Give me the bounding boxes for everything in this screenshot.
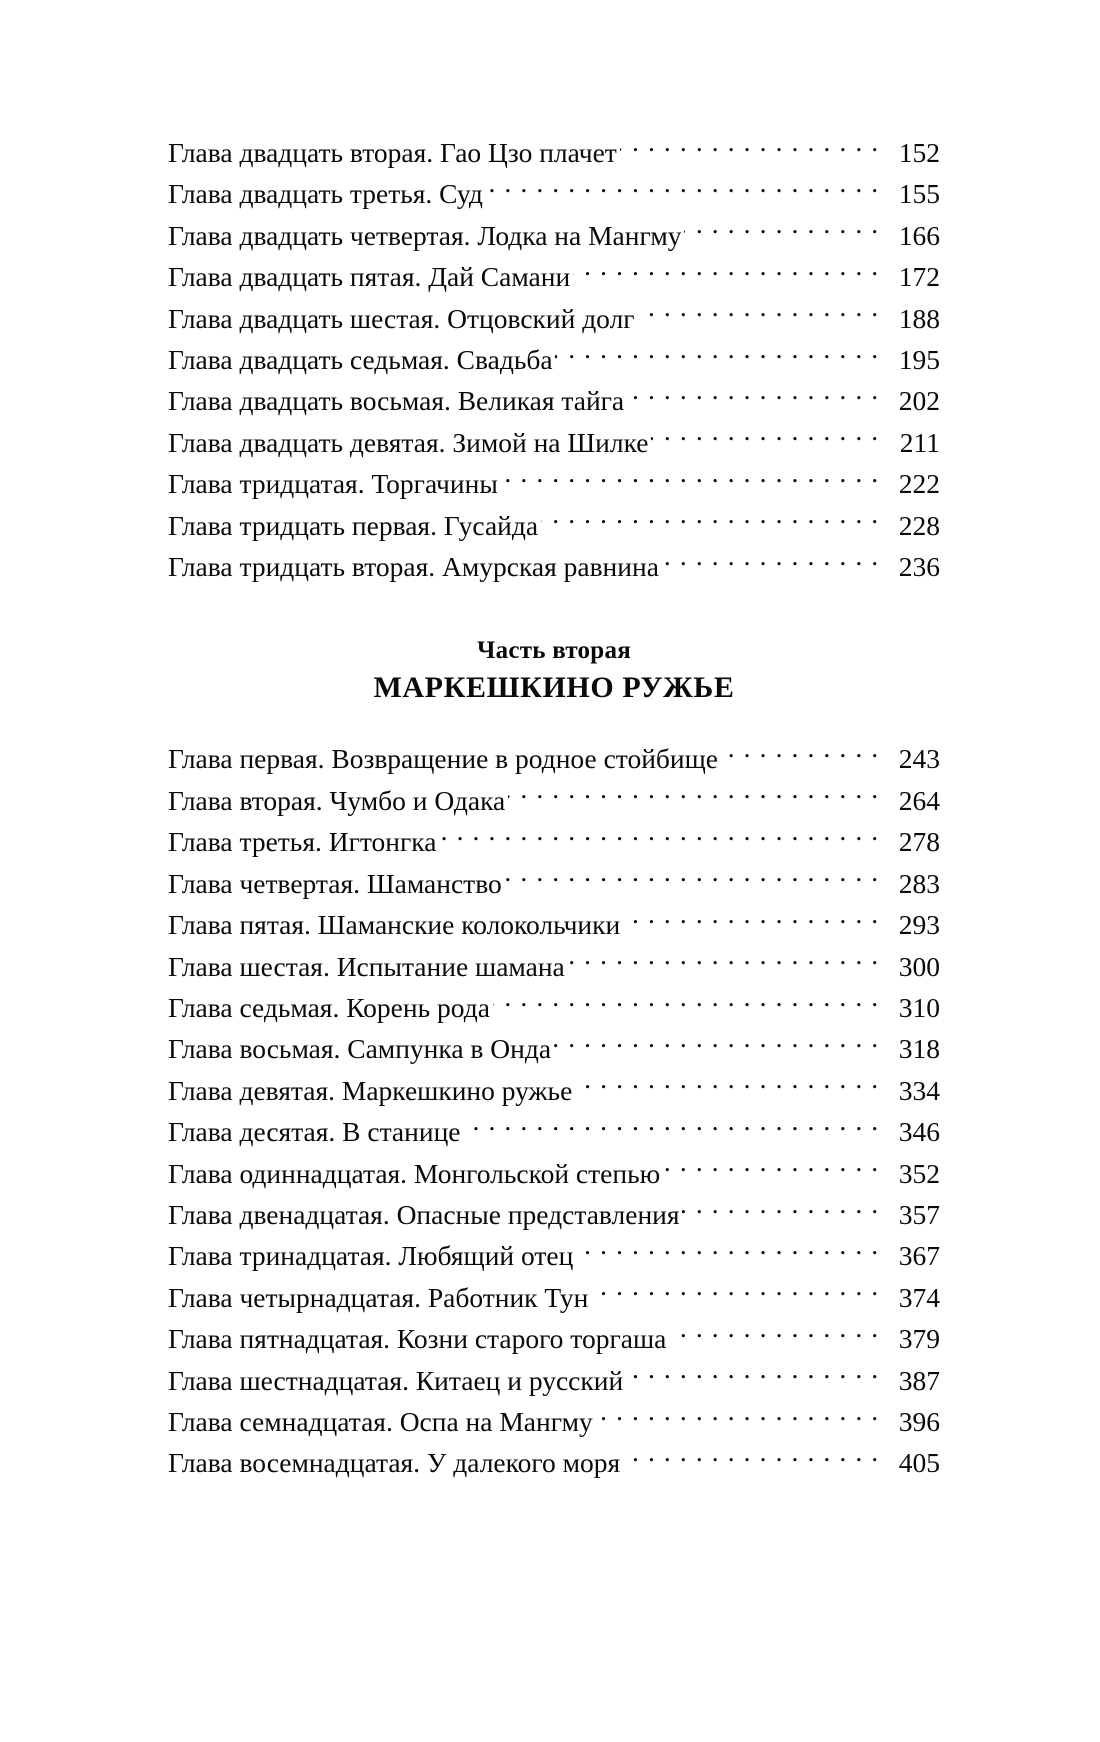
toc-entry[interactable] — [168, 546, 940, 587]
toc-entry-title: Глава девятая. Маркешкино ружье — [168, 1074, 573, 1106]
toc-leader-dots — [721, 741, 879, 769]
toc-entry[interactable] — [168, 1194, 940, 1235]
toc-leader-dots — [682, 1196, 879, 1224]
toc-leader-dots — [684, 217, 879, 245]
toc-entry-title: Глава семнадцатая. Оспа на Мангму — [168, 1405, 593, 1437]
toc-entry-title: Глава шестнадцатая. Китаец и русский — [168, 1364, 624, 1396]
toc-entry-page-number: 228 — [898, 509, 940, 541]
spacer-below-part-heading — [168, 708, 940, 738]
toc-entry[interactable] — [168, 946, 940, 987]
toc-leader-dots — [439, 824, 879, 852]
toc-entry-title: Глава двадцать пятая. Дай Самани — [168, 261, 571, 293]
toc-entry[interactable] — [168, 298, 940, 339]
toc-entry-page-number: 346 — [898, 1116, 940, 1148]
toc-entry-title: Глава десятая. В станице — [168, 1116, 461, 1148]
toc-entry-title: Глава седьмая. Корень рода — [168, 991, 490, 1023]
toc-entry[interactable] — [168, 1153, 940, 1194]
toc-entry-page-number: 387 — [898, 1364, 940, 1396]
toc-entry-page-number: 334 — [898, 1074, 940, 1106]
toc-leader-dots — [662, 549, 880, 577]
toc-entry-page-number: 278 — [898, 826, 940, 858]
toc-entry[interactable] — [168, 505, 940, 546]
toc-leader-dots — [505, 865, 880, 893]
toc-entry-title: Глава двадцать четвертая. Лодка на Мангму — [168, 219, 682, 251]
toc-entry-page-number: 152 — [898, 137, 940, 168]
toc-content — [168, 132, 940, 1484]
toc-entry-title: Глава пятнадцатая. Козни старого торгаша — [168, 1323, 667, 1355]
toc-entry-page-number: 283 — [898, 867, 940, 899]
toc-entry-title: Глава одиннадцатая. Монгольской степью — [168, 1157, 661, 1189]
toc-entry-title: Глава тринадцатая. Любящий отец — [168, 1240, 574, 1272]
toc-entry-page-number: 318 — [898, 1033, 940, 1065]
toc-leader-dots — [508, 782, 879, 810]
toc-entry-page-number: 155 — [898, 178, 940, 210]
toc-entry[interactable] — [168, 215, 940, 256]
toc-entry[interactable] — [168, 256, 940, 297]
toc-entry-page-number: 367 — [898, 1240, 940, 1272]
toc-entry[interactable] — [168, 863, 940, 904]
toc-entry-title: Глава двенадцатая. Опасные представления — [168, 1198, 680, 1230]
toc-list-part-two — [168, 738, 940, 1483]
toc-entry-title: Глава четвертая. Шаманство — [168, 867, 502, 899]
part-heading-title: МАРКЕШКИНО РУЖЬЕ — [373, 671, 735, 705]
toc-entry[interactable] — [168, 821, 940, 862]
toc-entry-title: Глава четырнадцатая. Работник Тун — [168, 1281, 589, 1313]
toc-entry-page-number: 405 — [898, 1447, 940, 1479]
toc-entry-title: Глава восемнадцатая. У далекого моря — [168, 1447, 621, 1479]
toc-leader-dots — [651, 424, 879, 452]
toc-entry[interactable] — [168, 173, 940, 214]
toc-leader-dots — [463, 1114, 879, 1142]
toc-entry-title: Глава восьмая. Сампунка в Онда — [168, 1033, 552, 1065]
toc-entry-page-number: 222 — [898, 468, 940, 500]
toc-entry[interactable] — [168, 738, 940, 779]
toc-entry-title: Глава двадцать шестая. Отцовский долг — [168, 302, 635, 334]
toc-leader-dots — [637, 300, 879, 328]
toc-entry-title: Глава двадцать восьмая. Великая тайга — [168, 385, 625, 417]
toc-entry[interactable] — [168, 1318, 940, 1359]
toc-entry-page-number: 188 — [898, 302, 940, 334]
toc-entry-page-number: 236 — [898, 551, 940, 583]
toc-entry-page-number: 264 — [898, 784, 940, 816]
toc-entry-title: Глава тридцатая. Торгачины — [168, 468, 498, 500]
spacer-above-part-heading — [168, 587, 940, 634]
toc-entry[interactable] — [168, 780, 940, 821]
toc-entry-page-number: 357 — [898, 1198, 940, 1230]
toc-entry-page-number: 243 — [898, 743, 940, 775]
toc-leader-dots — [591, 1279, 879, 1307]
toc-entry[interactable] — [168, 1235, 940, 1276]
toc-entry-title: Глава шестая. Испытание шамана — [168, 950, 565, 982]
toc-entry-page-number: 379 — [898, 1323, 940, 1355]
toc-leader-dots — [575, 1072, 879, 1100]
toc-entry-page-number: 172 — [898, 261, 940, 293]
toc-entry-title: Глава двадцать вторая. Гао Цзо плачет — [168, 137, 617, 168]
part-heading-kicker: Часть вторая — [477, 637, 631, 665]
toc-entry-title: Глава тридцать первая. Гусайда — [168, 509, 539, 541]
part-heading — [168, 634, 940, 708]
toc-entry-page-number: 195 — [898, 344, 940, 376]
toc-entry-page-number: 374 — [898, 1281, 940, 1313]
toc-leader-dots — [486, 176, 880, 204]
toc-entry[interactable] — [168, 422, 940, 463]
toc-leader-dots — [576, 1238, 879, 1266]
toc-entry[interactable] — [168, 380, 940, 421]
toc-leader-dots — [554, 1031, 879, 1059]
toc-entry-title: Глава пятая. Шаманские колокольчики — [168, 909, 621, 941]
toc-leader-dots — [626, 1362, 879, 1390]
toc-leader-dots — [555, 342, 879, 370]
toc-entry[interactable] — [168, 1111, 940, 1152]
toc-entry-title: Глава первая. Возвращение в родное стойбище — [168, 743, 719, 775]
toc-entry[interactable] — [168, 904, 940, 945]
toc-leader-dots — [620, 135, 880, 163]
toc-entry[interactable] — [168, 1277, 940, 1318]
toc-leader-dots — [493, 989, 880, 1017]
toc-entry-title: Глава двадцать седьмая. Свадьба — [168, 344, 553, 376]
toc-entry[interactable] — [168, 132, 940, 173]
toc-entry[interactable] — [168, 1401, 940, 1442]
toc-entry[interactable] — [168, 1442, 940, 1483]
toc-entry-page-number: 211 — [899, 426, 940, 458]
toc-leader-dots — [669, 1321, 879, 1349]
toc-entry[interactable] — [168, 987, 940, 1028]
toc-entry-page-number: 202 — [898, 385, 940, 417]
toc-entry[interactable] — [168, 1070, 940, 1111]
toc-entry-title: Глава вторая. Чумбо и Одака — [168, 784, 506, 816]
toc-leader-dots — [663, 1155, 879, 1183]
toc-entry-title: Глава двадцать девятая. Зимой на Шилке — [168, 426, 649, 458]
toc-leader-dots — [623, 1445, 879, 1473]
toc-entry[interactable] — [168, 463, 940, 504]
toc-leader-dots — [623, 907, 879, 935]
toc-leader-dots — [541, 507, 879, 535]
toc-list-part-one — [168, 132, 940, 587]
toc-entry[interactable] — [168, 1360, 940, 1401]
toc-entry-page-number: 310 — [898, 991, 940, 1023]
toc-entry-title: Глава тридцать вторая. Амурская равнина — [168, 551, 659, 583]
toc-leader-dots — [596, 1403, 880, 1431]
toc-entry-title: Глава двадцать третья. Суд — [168, 178, 483, 210]
toc-entry-page-number: 396 — [898, 1405, 940, 1437]
toc-leader-dots — [573, 259, 879, 287]
toc-leader-dots — [501, 466, 880, 494]
toc-entry-title: Глава третья. Игтонгка — [168, 826, 437, 858]
toc-entry-page-number: 166 — [898, 219, 940, 251]
toc-entry-page-number: 293 — [898, 909, 940, 941]
toc-leader-dots — [627, 383, 879, 411]
toc-leader-dots — [568, 948, 880, 976]
toc-entry-page-number: 300 — [898, 950, 940, 982]
toc-entry[interactable] — [168, 339, 940, 380]
toc-entry[interactable] — [168, 1028, 940, 1069]
toc-entry-page-number: 352 — [898, 1157, 940, 1189]
